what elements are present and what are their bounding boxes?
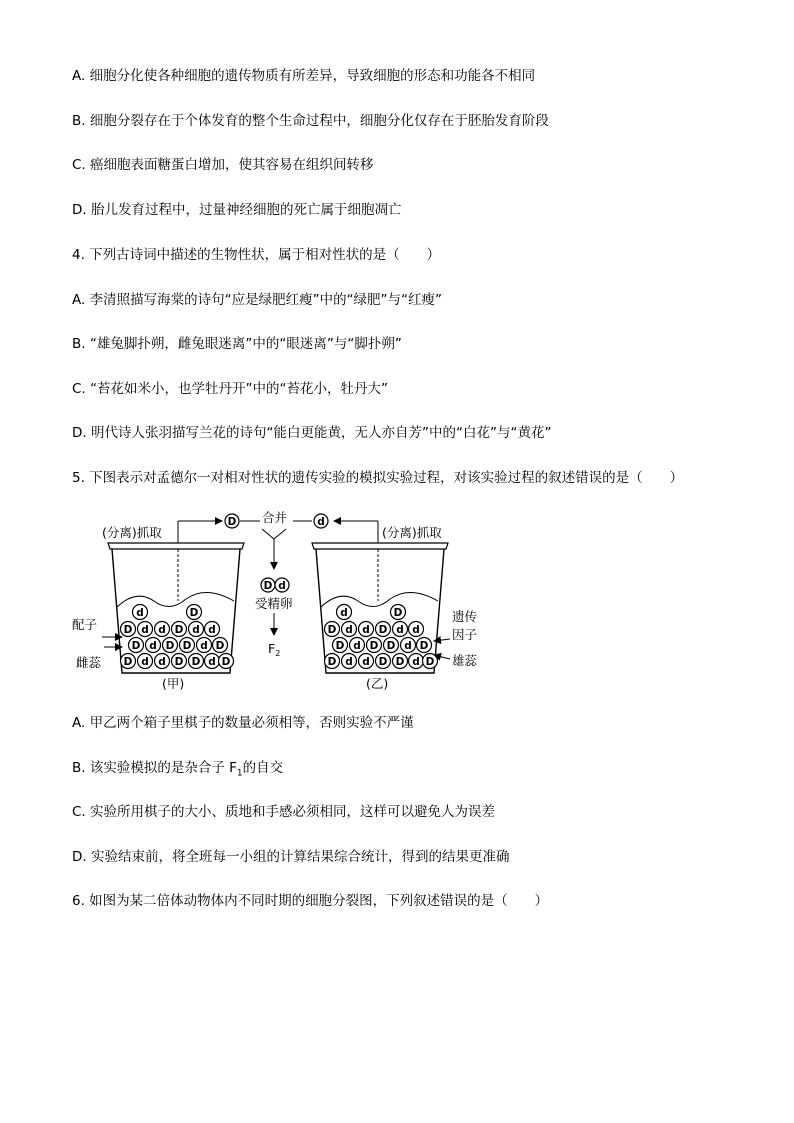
- chess-piece-label: d: [396, 624, 404, 636]
- male-label: 雄蕊: [452, 653, 478, 668]
- chess-piece-label: D: [386, 640, 396, 652]
- chess-piece-label: d: [362, 624, 370, 636]
- zygote-label: 受精卵: [255, 596, 293, 611]
- chess-piece-label: D: [131, 640, 141, 652]
- f2-label: $F_2$: [268, 641, 281, 658]
- grab-label-left: (分离)抓取: [102, 525, 162, 540]
- q5-option-d: D. 实验结束前，将全班每一小组的计算结果综合统计，得到的结果更准确: [72, 849, 510, 865]
- box-right-pieces: [325, 605, 438, 669]
- q5-option-b-text: B. 该实验模拟的是杂合子 F: [72, 760, 237, 776]
- chess-piece-label: d: [141, 656, 149, 668]
- chess-piece-label: d: [208, 656, 216, 668]
- q5-option-b-sub: 1: [236, 768, 243, 779]
- q5-option-c: C. 实验所用棋子的大小、质地和手感必须相同，这样可以避免人为误差: [72, 804, 496, 820]
- gene-label-line2: 因子: [452, 627, 478, 642]
- chess-piece-label: D: [393, 607, 403, 619]
- gamete-d-right-label: d: [317, 516, 325, 528]
- chess-piece-label: D: [395, 656, 405, 668]
- chess-piece-label: D: [182, 640, 192, 652]
- chess-piece-label: d: [345, 656, 353, 668]
- female-label: 雌蕊: [76, 655, 102, 670]
- chess-piece-label: d: [208, 624, 216, 636]
- q5-stem: 5. 下图表示对孟德尔一对相对性状的遗传实验的模拟实验过程，对该实验过程的叙述错误的是（ ）: [72, 470, 684, 486]
- chess-piece-label: D: [215, 640, 225, 652]
- box-left-pieces: [121, 605, 234, 669]
- chess-piece-label: d: [404, 640, 412, 652]
- q4-option-b: B. “雄兔脚扑朔，雌兔眼迷离”中的“眼迷离”与“脚扑朔”: [72, 336, 402, 352]
- chess-piece-label: D: [123, 656, 133, 668]
- q5-option-a: A. 甲乙两个箱子里棋子的数量必须相等，否则实验不严谨: [72, 715, 414, 731]
- chess-piece-label: d: [412, 624, 420, 636]
- q5-option-b-end: 的自交: [242, 760, 284, 776]
- chess-piece-label: D: [165, 640, 175, 652]
- chess-piece-label: D: [327, 624, 337, 636]
- chess-piece-label: d: [412, 656, 420, 668]
- grab-label-right: (分离)抓取: [382, 525, 442, 540]
- gamete-D-left-label: D: [227, 516, 237, 528]
- q6-stem: 6. 如图为某二倍体动物体内不同时期的细胞分裂图，下列叙述错误的是（ ）: [72, 893, 549, 909]
- chess-piece-label: d: [362, 656, 370, 668]
- chess-piece-label: D: [174, 656, 184, 668]
- chess-piece-label: D: [327, 656, 337, 668]
- chess-piece-label: d: [158, 624, 166, 636]
- q4-stem: 4. 下列古诗词中描述的生物性状，属于相对性状的是（ ）: [72, 247, 441, 263]
- chess-piece-label: D: [335, 640, 345, 652]
- box-right-label: (乙): [366, 676, 389, 691]
- combine-label: 合并: [262, 510, 288, 525]
- mendel-simulation-figure: [66, 505, 486, 700]
- q4-option-c: C. “苔花如米小，也学牡丹开”中的“苔花小，牡丹大”: [72, 381, 388, 397]
- chess-piece-label: d: [340, 607, 348, 619]
- chess-piece-label: D: [123, 624, 133, 636]
- chess-piece-label: D: [369, 640, 379, 652]
- chess-piece-label: D: [419, 640, 429, 652]
- chess-piece-label: D: [425, 656, 435, 668]
- chess-piece-label: d: [200, 640, 208, 652]
- gene-label-line1: 遗传: [452, 609, 478, 624]
- chess-piece-label: d: [149, 640, 157, 652]
- zygote-d-label: d: [278, 580, 286, 592]
- chess-piece-label: D: [189, 607, 199, 619]
- chess-piece-label: d: [192, 624, 200, 636]
- chess-piece-label: d: [345, 624, 353, 636]
- chess-piece-label: d: [136, 607, 144, 619]
- q4-option-a: A. 李清照描写海棠的诗句“应是绿肥红瘦”中的“绿肥”与“红瘦”: [72, 292, 443, 308]
- chess-piece-label: D: [191, 656, 201, 668]
- chess-piece-label: d: [158, 656, 166, 668]
- q3-option-c: C. 癌细胞表面糖蛋白增加，使其容易在组织间转移: [72, 157, 374, 173]
- box-left-label: (甲): [162, 676, 185, 691]
- gamete-label: 配子: [72, 617, 98, 632]
- chess-piece-label: D: [378, 624, 388, 636]
- zygote-D-label: D: [263, 580, 273, 592]
- q3-option-b: B. 细胞分裂存在于个体发育的整个生命过程中，细胞分化仅存在于胚胎发育阶段: [72, 113, 549, 129]
- q3-option-d: D. 胎儿发育过程中，过量神经细胞的死亡属于细胞凋亡: [72, 202, 402, 218]
- chess-piece-label: D: [378, 656, 388, 668]
- q3-option-a: A. 细胞分化使各种细胞的遗传物质有所差异，导致细胞的形态和功能各不相同: [72, 68, 536, 84]
- q5-option-b: [72, 758, 283, 778]
- chess-piece-label: d: [353, 640, 361, 652]
- chess-piece-label: D: [221, 656, 231, 668]
- chess-piece-label: D: [174, 624, 184, 636]
- chess-piece-label: d: [141, 624, 149, 636]
- q4-option-d: D. 明代诗人张羽描写兰花的诗句“能白更能黄，无人亦自芳”中的“白花”与“黄花”: [72, 425, 552, 441]
